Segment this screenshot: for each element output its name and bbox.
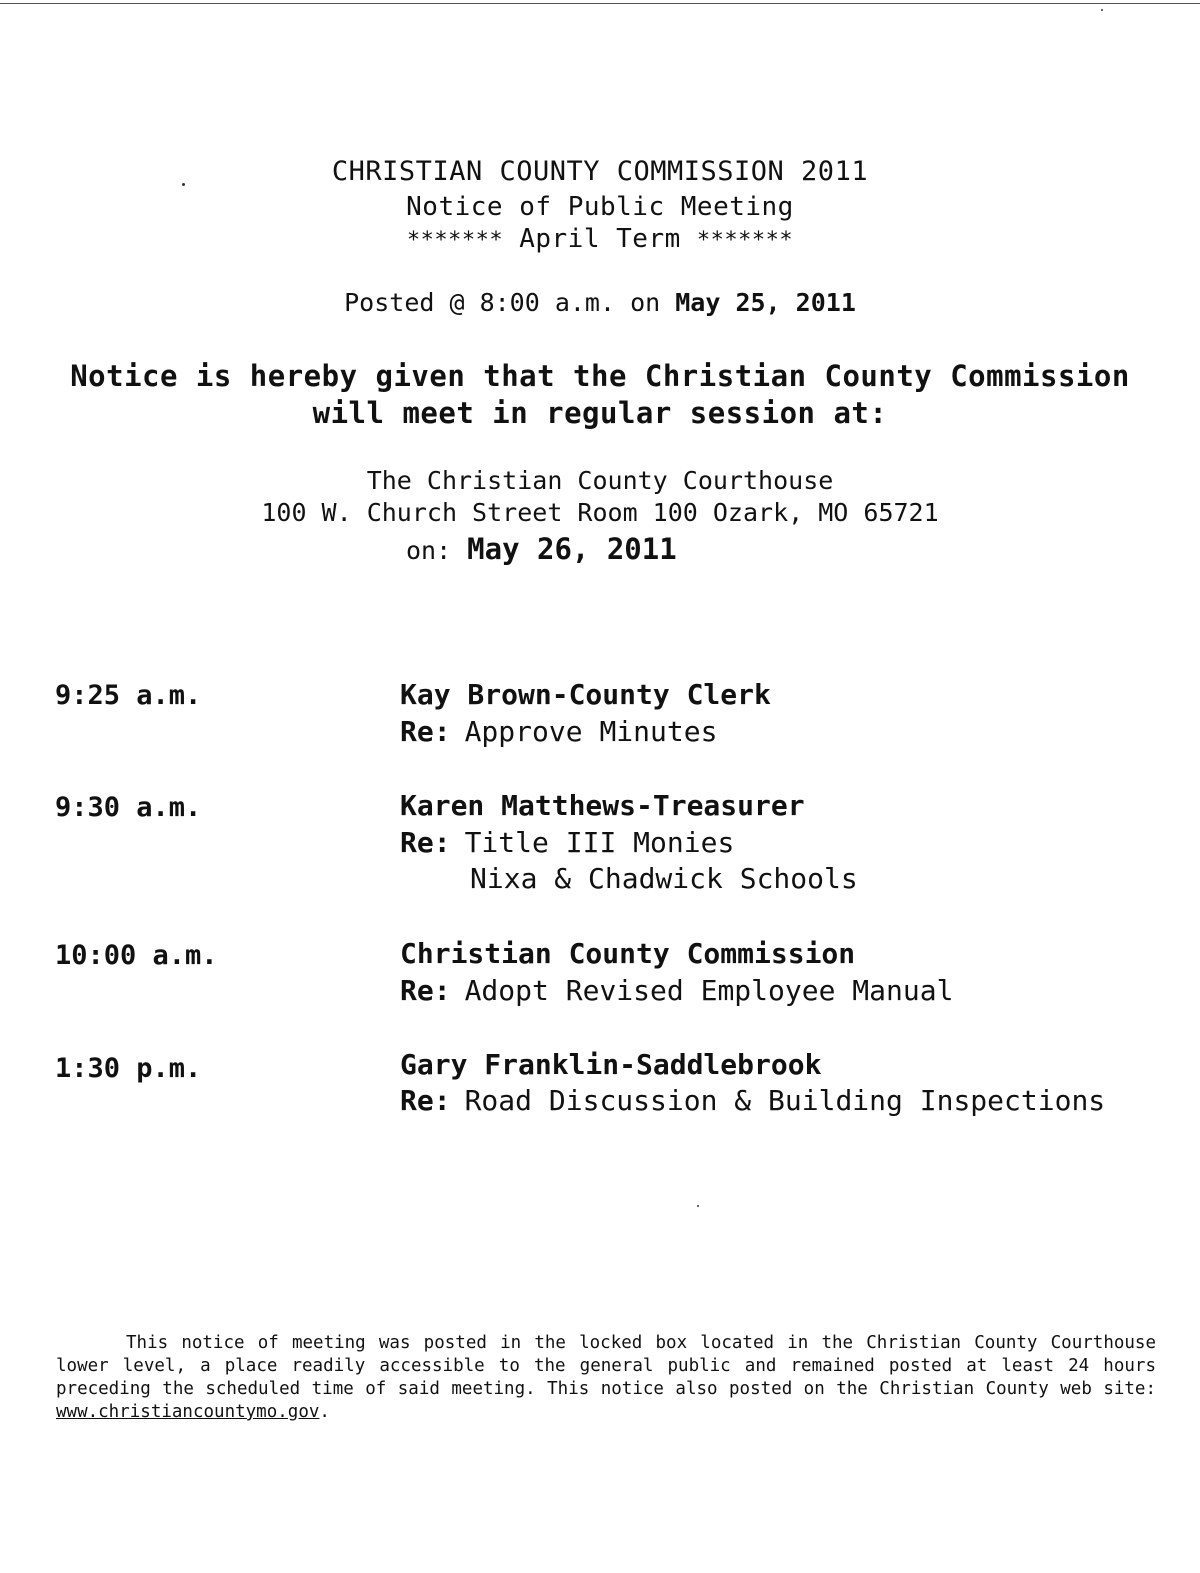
agenda-time: 1:30 p.m. [55,1053,202,1084]
re-label: Re: [400,826,451,859]
posting-statement-end: . [319,1402,330,1422]
agenda-subject [400,715,717,748]
term-label: April Term [519,224,681,254]
posted-prefix: Posted @ 8:00 a.m. on [344,288,661,317]
top-border-line [0,3,1200,4]
meeting-date: May 26, 2011 [467,532,677,566]
posting-statement-paragraph [56,1332,1156,1424]
scan-speck [1101,9,1103,11]
location-building: The Christian County Courthouse [366,466,834,495]
term-stars-right: ******* [696,228,794,253]
document-subtitle: Notice of Public Meeting [406,192,794,222]
location-address: 100 W. Church Street Room 100 Ozark, MO 65721 [261,498,939,527]
meeting-date-label: on: [406,536,452,565]
agenda-presenter: Christian County Commission [400,937,856,970]
agenda-presenter: Kay Brown-County Clerk [400,678,771,711]
agenda-presenter: Karen Matthews-Treasurer [400,789,805,822]
agenda-time: 9:30 a.m. [55,792,202,823]
agenda-subject [400,1084,1105,1117]
document-title: CHRISTIAN COUNTY COMMISSION 2011 [331,156,869,187]
website-link[interactable]: www.christiancountymo.gov [56,1402,320,1422]
agenda-time: 9:25 a.m. [55,680,202,711]
term-stars-left: ******* [406,228,504,253]
agenda-subject [400,826,734,859]
meeting-date-line [406,532,677,566]
posted-date: May 25, 2011 [675,288,856,317]
posted-line [0,288,1200,317]
notice-line-2: will meet in regular session at: [312,396,888,430]
agenda-subject [400,974,953,1007]
posting-statement [56,1332,1156,1424]
notice-statement [0,358,1200,432]
agenda-time: 10:00 a.m. [55,940,218,971]
posting-statement-text: This notice of meeting was posted in the locked box located in the Christian County Courthouse lower level, a place readily accessible to the general public and remained posted at least 24 hours preceding the scheduled time of said meeting. This notice also posted on the Christian County web site: [56,1333,1156,1399]
agenda-subject-text: Adopt Revised Employee Manual [464,974,954,1007]
agenda-presenter: Gary Franklin-Saddlebrook [400,1048,822,1081]
re-label: Re: [400,1084,451,1117]
re-label: Re: [400,715,451,748]
scan-speck [697,1205,699,1207]
term-line [0,224,1200,254]
agenda-subject-text: Approve Minutes [464,715,718,748]
agenda-subject-text: Title III Monies [464,826,735,859]
agenda-subject-text: Road Discussion & Building Inspections [464,1084,1106,1117]
agenda-subject-continued: Nixa & Chadwick Schools [470,862,858,895]
re-label: Re: [400,974,451,1007]
notice-line-1: Notice is hereby given that the Christian County Commission [70,359,1130,393]
